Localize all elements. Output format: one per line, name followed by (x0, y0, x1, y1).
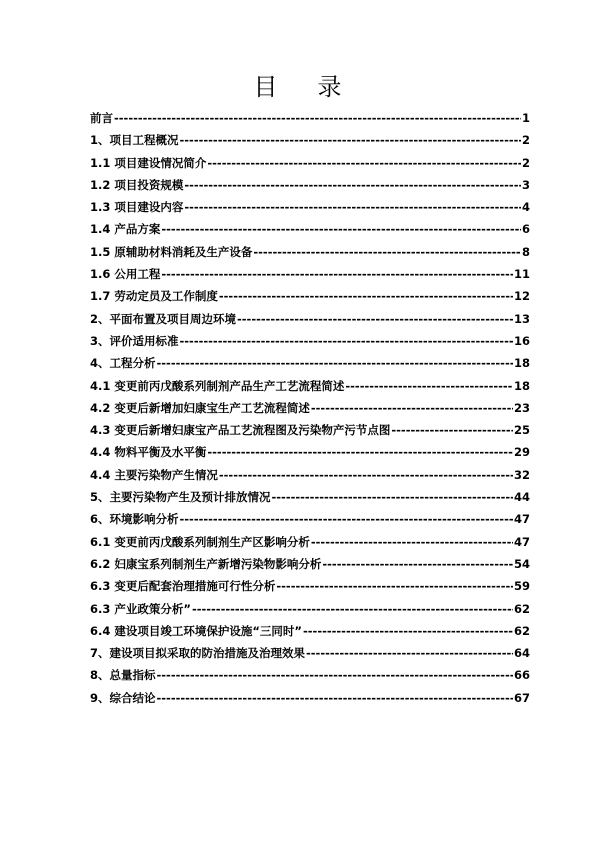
toc-entry[interactable] (90, 266, 530, 288)
toc-dot-leader (161, 267, 513, 281)
toc-entry[interactable] (90, 110, 530, 132)
toc-entry-label: 2、平面布置及项目周边环境 (90, 311, 237, 326)
toc-dot-leader (207, 156, 521, 170)
toc-entry[interactable] (90, 601, 530, 623)
toc-entry-label: 4.3 变更后新增妇康宝产品工艺流程图及污染物产污节点图 (90, 423, 391, 438)
toc-dot-leader (311, 401, 513, 415)
toc-entry-page-number: 3 (521, 177, 530, 192)
toc-entry[interactable] (90, 667, 530, 689)
toc-dot-leader (157, 668, 513, 682)
toc-dot-leader (180, 512, 513, 526)
toc-entry-label: 1.2 项目投资规模 (90, 177, 184, 192)
toc-entry[interactable] (90, 489, 530, 511)
toc-dot-leader (306, 646, 513, 660)
toc-entry[interactable] (90, 311, 530, 333)
toc-entry-page-number: 29 (513, 445, 530, 460)
toc-entry[interactable] (90, 511, 530, 533)
toc-entry-page-number: 62 (513, 601, 530, 616)
toc-dot-leader (180, 133, 521, 147)
toc-entry[interactable] (90, 422, 530, 444)
toc-entry[interactable] (90, 333, 530, 355)
toc-dot-leader (157, 691, 513, 705)
toc-entry-page-number: 25 (513, 423, 530, 438)
toc-entry-page-number: 13 (513, 311, 530, 326)
toc-dot-leader (391, 423, 513, 437)
toc-entry[interactable] (90, 578, 530, 600)
toc-entry-label: 6.2 妇康宝系列制剂生产新增污染物影响分析 (90, 556, 322, 571)
toc-entry-label: 7、建设项目拟采取的防治措施及治理效果 (90, 646, 305, 661)
toc-dot-leader (207, 445, 513, 459)
toc-entry-page-number: 47 (513, 512, 530, 527)
toc-entry-page-number: 6 (521, 222, 530, 237)
toc-entry-label: 4.4 物料平衡及水平衡 (90, 445, 207, 460)
toc-dot-leader (157, 356, 513, 370)
toc-entry-label: 5、主要污染物产生及预计排放情况 (90, 490, 271, 505)
toc-entry-label: 1.5 原辅助材料消耗及生产设备 (90, 244, 253, 259)
toc-dot-leader (322, 557, 513, 571)
toc-entry-page-number: 1 (521, 111, 530, 125)
toc-entry-page-number: 62 (513, 623, 530, 638)
toc-entry-label: 6.1 变更前丙戊酸系列制剂生产区影响分析 (90, 534, 310, 549)
toc-entry-label: 3、评价适用标准 (90, 333, 179, 348)
toc-entry[interactable] (90, 288, 530, 310)
toc-entry-page-number: 54 (513, 556, 530, 571)
toc-entry-label: 4.4 主要污染物产生情况 (90, 467, 218, 482)
toc-entry[interactable] (90, 467, 530, 489)
toc-entry[interactable] (90, 556, 530, 578)
toc-dot-leader (303, 624, 513, 638)
toc-entry-label: 1.3 项目建设内容 (90, 200, 184, 215)
toc-entry-label: 4.1 变更前丙戊酸系列制剂产品生产工艺流程简述 (90, 378, 345, 393)
toc-dot-leader (311, 535, 513, 549)
toc-entry-page-number: 23 (513, 400, 530, 415)
toc-entry-label: 4、工程分析 (90, 356, 156, 371)
toc-entry-label: 1.6 公用工程 (90, 267, 161, 282)
toc-entry[interactable] (90, 645, 530, 667)
toc-entry[interactable] (90, 444, 530, 466)
toc-entry[interactable] (90, 378, 530, 400)
toc-entry-label: 6.4 建设项目竣工环境保护设施“三同时” (90, 623, 302, 638)
toc-entry-page-number: 8 (521, 244, 530, 259)
toc-entry-page-number: 18 (513, 356, 530, 371)
toc-entry-page-number: 16 (513, 333, 530, 348)
toc-entry[interactable] (90, 623, 530, 645)
toc-entry[interactable] (90, 177, 530, 199)
toc-entry-label: 6、环境影响分析 (90, 512, 179, 527)
toc-entry-page-number: 67 (513, 690, 530, 705)
toc-entry[interactable] (90, 534, 530, 556)
toc-entry-label: 前言 (90, 111, 113, 125)
toc-entry-page-number: 66 (513, 668, 530, 683)
toc-dot-leader (192, 602, 513, 616)
toc-dot-leader (161, 222, 521, 236)
toc-entry-label: 6.3 变更后配套治理措施可行性分析 (90, 579, 276, 594)
toc-dot-leader (184, 200, 521, 214)
toc-entry-label: 4.2 变更后新增加妇康宝生产工艺流程简述 (90, 400, 310, 415)
toc-dot-leader (219, 289, 513, 303)
toc-entry-label: 6.3 产业政策分析” (90, 601, 191, 616)
page-title: 目录 (253, 73, 382, 101)
toc-dot-leader (237, 312, 513, 326)
toc-entry[interactable] (90, 155, 530, 177)
toc-entry-page-number: 18 (513, 378, 530, 393)
toc-entry[interactable] (90, 400, 530, 422)
toc-dot-leader (272, 490, 513, 504)
toc-entry-page-number: 47 (513, 534, 530, 549)
toc-entry[interactable] (90, 132, 530, 154)
toc-entry-page-number: 32 (513, 467, 530, 482)
toc-dot-leader (114, 111, 521, 125)
toc-dot-leader (253, 245, 521, 259)
toc-dot-leader (180, 334, 513, 348)
toc-entry[interactable] (90, 199, 530, 221)
toc-entry-label: 8、总量指标 (90, 668, 156, 683)
toc-entry[interactable] (90, 221, 530, 243)
table-of-contents (90, 110, 530, 712)
toc-entry-label: 1.4 产品方案 (90, 222, 161, 237)
toc-entry-label: 1.7 劳动定员及工作制度 (90, 289, 218, 304)
toc-entry-label: 1.1 项目建设情况简介 (90, 155, 207, 170)
toc-entry[interactable] (90, 690, 530, 712)
toc-entry-page-number: 59 (513, 579, 530, 594)
toc-entry-page-number: 2 (521, 155, 530, 170)
toc-entry-page-number: 2 (521, 133, 530, 148)
toc-entry-page-number: 11 (513, 267, 530, 282)
toc-dot-leader (219, 468, 513, 482)
toc-entry[interactable] (90, 355, 530, 377)
toc-entry[interactable] (90, 244, 530, 266)
toc-entry-page-number: 4 (521, 200, 530, 215)
toc-entry-page-number: 12 (513, 289, 530, 304)
toc-dot-leader (184, 178, 521, 192)
toc-entry-page-number: 44 (513, 490, 530, 505)
toc-dot-leader (345, 379, 513, 393)
toc-entry-page-number: 64 (513, 646, 530, 661)
toc-entry-label: 9、综合结论 (90, 690, 156, 705)
toc-entry-label: 1、项目工程概况 (90, 133, 179, 148)
toc-dot-leader (276, 579, 513, 593)
